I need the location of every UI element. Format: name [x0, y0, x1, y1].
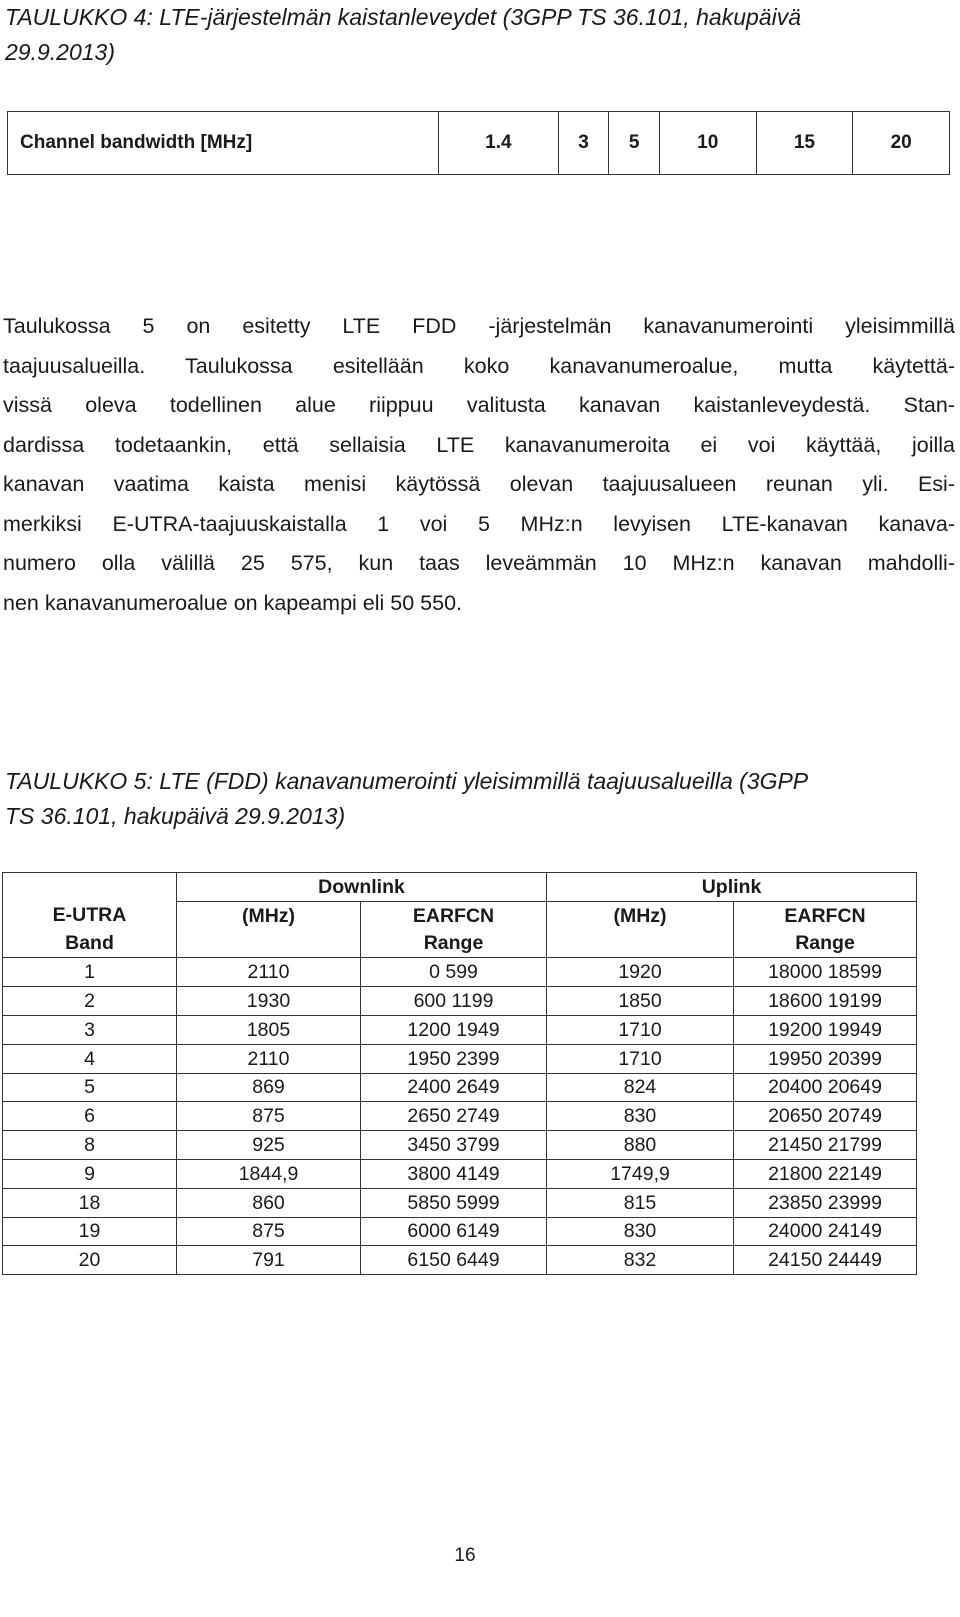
downlink-earfcn-cell: 1200 1949 — [361, 1015, 547, 1044]
uplink-earfcn-cell: 18600 19199 — [734, 987, 917, 1016]
uplink-mhz-cell: 1710 — [547, 1044, 734, 1073]
table5-caption — [5, 764, 955, 834]
downlink-mhz-cell: 1805 — [177, 1015, 361, 1044]
uplink-mhz-cell: 830 — [547, 1102, 734, 1131]
downlink-mhz-cell: 1844,9 — [177, 1159, 361, 1188]
uplink-mhz-cell: 1920 — [547, 958, 734, 987]
uplink-mhz-cell: 1850 — [547, 987, 734, 1016]
table-row — [3, 1246, 917, 1275]
uplink-mhz-header: (MHz) — [547, 901, 734, 929]
uplink-range-header: Range — [734, 930, 917, 958]
table-row — [3, 1044, 917, 1073]
table-row — [3, 987, 917, 1016]
downlink-mhz-cell: 925 — [177, 1131, 361, 1160]
downlink-earfcn-cell: 600 1199 — [361, 987, 547, 1016]
uplink-earfcn-header: EARFCN — [734, 901, 917, 929]
downlink-mhz-cell: 1930 — [177, 987, 361, 1016]
downlink-mhz-cell: 875 — [177, 1102, 361, 1131]
paragraph-line: taajuusalueilla. Taulukossa esitellään koko kanavanumeroalue, mutta käytettä- — [3, 353, 955, 378]
bandwidth-value: 1.4 — [439, 112, 559, 175]
uplink-earfcn-cell: 21800 22149 — [734, 1159, 917, 1188]
band-header-top — [3, 873, 177, 902]
uplink-earfcn-cell: 24000 24149 — [734, 1217, 917, 1246]
paragraph-line: nen kanavanumeroalue on kapeampi eli 50 550. — [3, 590, 462, 615]
bandwidth-table — [7, 111, 950, 175]
table4-caption — [5, 0, 955, 70]
downlink-mhz-cell: 860 — [177, 1188, 361, 1217]
downlink-earfcn-cell: 6150 6449 — [361, 1246, 547, 1275]
downlink-mhz-cell: 875 — [177, 1217, 361, 1246]
table-row — [3, 1131, 917, 1160]
band-cell: 20 — [3, 1246, 177, 1275]
table-row — [3, 1073, 917, 1102]
downlink-earfcn-cell: 6000 6149 — [361, 1217, 547, 1246]
uplink-earfcn-cell: 20650 20749 — [734, 1102, 917, 1131]
body-paragraph — [3, 307, 955, 623]
paragraph-line: dardissa todetaankin, että sellaisia LTE kanavanumeroita ei voi käyttää, joilla — [3, 432, 955, 457]
downlink-header: Downlink — [177, 873, 547, 902]
uplink-earfcn-cell: 18000 18599 — [734, 958, 917, 987]
downlink-mhz-cell: 2110 — [177, 958, 361, 987]
band-cell: 8 — [3, 1131, 177, 1160]
band-cell: 2 — [3, 987, 177, 1016]
table5-caption-line1: TAULUKKO 5: LTE (FDD) kanavanumerointi yleisimmillä taajuusalueilla (3GPP — [5, 768, 809, 794]
bandwidth-label: Channel bandwidth [MHz] — [8, 112, 439, 175]
bandwidth-value: 20 — [853, 112, 950, 175]
bandwidth-value: 10 — [659, 112, 756, 175]
table-row — [3, 1102, 917, 1131]
table4-caption-line1: TAULUKKO 4: LTE-järjestelmän kaistanleveydet (3GPP TS 36.101, hakupäivä — [5, 4, 802, 30]
table-row — [3, 1015, 917, 1044]
band-cell: 4 — [3, 1044, 177, 1073]
band-cell: 1 — [3, 958, 177, 987]
paragraph-line: kanavan vaatima kaista menisi käytössä olevan taajuusalueen reunan yli. Esi- — [3, 472, 955, 496]
header-row — [3, 930, 917, 958]
earfcn-table — [2, 872, 917, 1275]
paragraph-line: numero olla välillä 25 575, kun taas leveämmän 10 MHz:n kanavan mahdolli- — [3, 551, 955, 575]
paragraph-line: Taulukossa 5 on esitetty LTE FDD -järjestelmän kanavanumerointi yleisimmillä — [3, 314, 955, 338]
downlink-earfcn-header: EARFCN — [361, 901, 547, 929]
table4-caption-line2: 29.9.2013) — [5, 39, 115, 65]
paragraph-line: vissä oleva todellinen alue riippuu valitusta kanavan kaistanleveydestä. Stan- — [3, 393, 955, 417]
table-row — [3, 1217, 917, 1246]
band-cell: 3 — [3, 1015, 177, 1044]
uplink-earfcn-cell: 23850 23999 — [734, 1188, 917, 1217]
downlink-mhz-header-cont — [177, 930, 361, 958]
table-row — [3, 1159, 917, 1188]
bandwidth-row — [8, 112, 950, 175]
bandwidth-value: 5 — [609, 112, 660, 175]
uplink-mhz-cell: 880 — [547, 1131, 734, 1160]
downlink-mhz-cell: 869 — [177, 1073, 361, 1102]
table-row — [3, 958, 917, 987]
uplink-earfcn-cell: 20400 20649 — [734, 1073, 917, 1102]
uplink-mhz-cell: 830 — [547, 1217, 734, 1246]
uplink-header: Uplink — [547, 873, 917, 902]
uplink-mhz-cell: 824 — [547, 1073, 734, 1102]
downlink-earfcn-cell: 2400 2649 — [361, 1073, 547, 1102]
uplink-earfcn-cell: 21450 21799 — [734, 1131, 917, 1160]
page-number: 16 — [454, 1545, 476, 1566]
uplink-mhz-cell: 815 — [547, 1188, 734, 1217]
band-cell: 9 — [3, 1159, 177, 1188]
uplink-earfcn-cell: 24150 24449 — [734, 1246, 917, 1275]
downlink-earfcn-cell: 5850 5999 — [361, 1188, 547, 1217]
band-cell: 6 — [3, 1102, 177, 1131]
downlink-mhz-cell: 2110 — [177, 1044, 361, 1073]
downlink-earfcn-cell: 3450 3799 — [361, 1131, 547, 1160]
downlink-earfcn-cell: 0 599 — [361, 958, 547, 987]
uplink-mhz-cell: 832 — [547, 1246, 734, 1275]
downlink-earfcn-cell: 1950 2399 — [361, 1044, 547, 1073]
earfcn-table-body — [3, 958, 917, 1275]
downlink-range-header: Range — [361, 930, 547, 958]
band-cell: 19 — [3, 1217, 177, 1246]
header-row — [3, 873, 917, 902]
downlink-earfcn-cell: 3800 4149 — [361, 1159, 547, 1188]
table-row — [3, 1188, 917, 1217]
paragraph-line: merkiksi E-UTRA-taajuuskaistalla 1 voi 5 MHz:n levyisen LTE-kanavan kanava- — [3, 511, 955, 536]
downlink-mhz-cell: 791 — [177, 1246, 361, 1275]
uplink-mhz-header-cont — [547, 930, 734, 958]
band-cell: 5 — [3, 1073, 177, 1102]
uplink-earfcn-cell: 19950 20399 — [734, 1044, 917, 1073]
uplink-earfcn-cell: 19200 19949 — [734, 1015, 917, 1044]
bandwidth-value: 3 — [558, 112, 609, 175]
uplink-mhz-cell: 1749,9 — [547, 1159, 734, 1188]
bandwidth-value: 15 — [756, 112, 853, 175]
table5-caption-line2: TS 36.101, hakupäivä 29.9.2013) — [5, 803, 346, 829]
band-cell: 18 — [3, 1188, 177, 1217]
header-row — [3, 901, 917, 929]
uplink-mhz-cell: 1710 — [547, 1015, 734, 1044]
downlink-earfcn-cell: 2650 2749 — [361, 1102, 547, 1131]
band-header-2: Band — [3, 930, 177, 958]
band-header-1: E-UTRA — [3, 901, 177, 929]
downlink-mhz-header: (MHz) — [177, 901, 361, 929]
